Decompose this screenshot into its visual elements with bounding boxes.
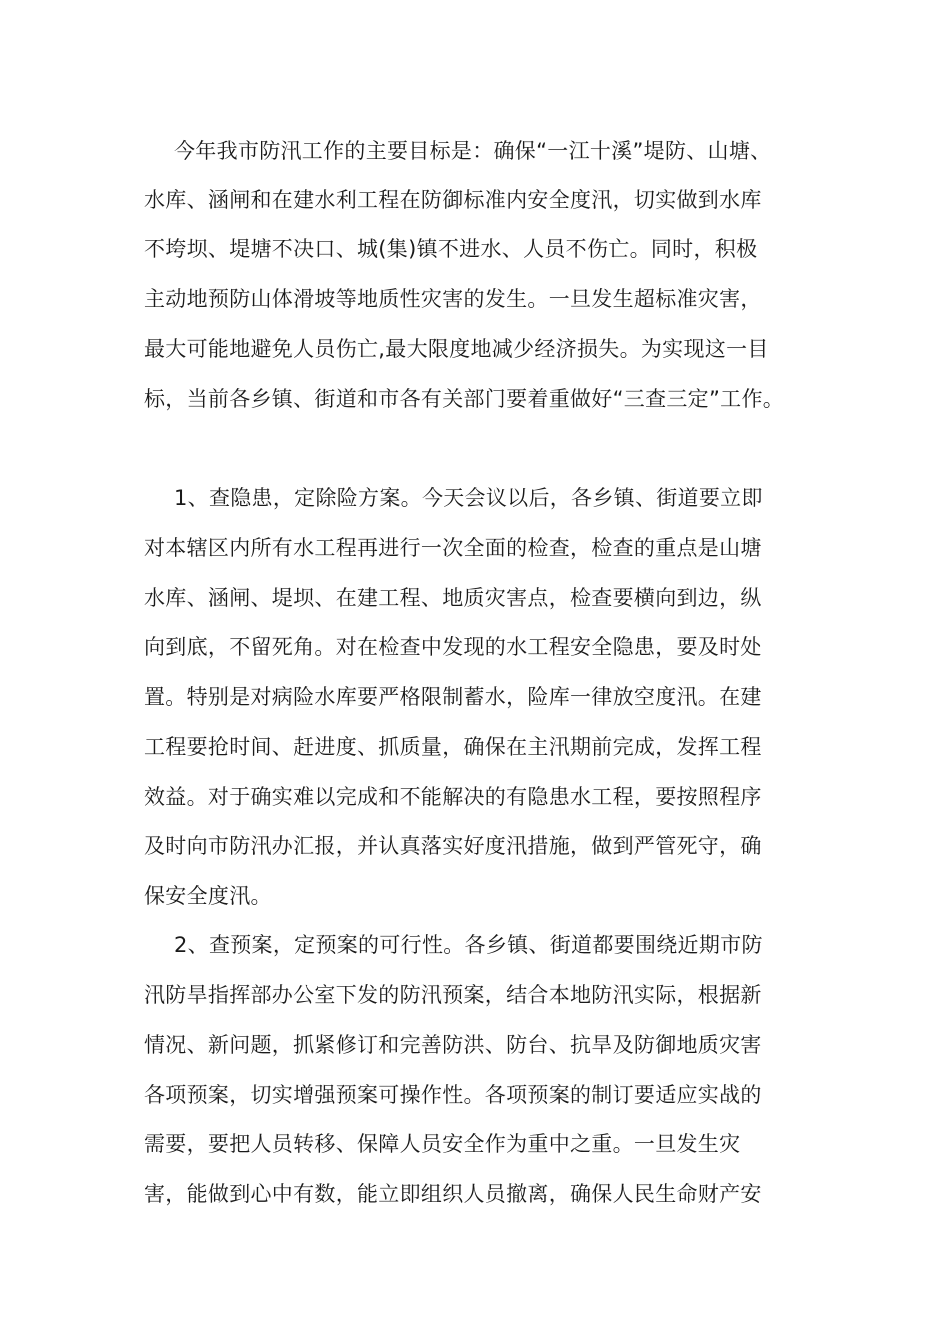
text-line: 向到底，不留死角。对在检查中发现的水工程安全隐患，要及时处	[144, 635, 762, 659]
text-line: 工程要抢时间、赶进度、抓质量，确保在主汛期前完成，发挥工程	[144, 735, 762, 759]
text-line: 保安全度汛。	[144, 884, 272, 908]
text-line: 最大可能地避免人员伤亡,最大限度地减少经济损失。为实现这一目	[144, 337, 769, 361]
text-line: 效益。对于确实难以完成和不能解决的有隐患水工程，要按照程序	[144, 785, 762, 809]
text-line: 水库、涵闸、堤坝、在建工程、地质灾害点，检查要横向到边，纵	[144, 586, 762, 610]
text-line: 情况、新问题，抓紧修订和完善防洪、防台、抗旱及防御地质灾害	[144, 1033, 762, 1057]
text-line: 1、查隐患，定除险方案。今天会议以后，各乡镇、街道要立即	[174, 486, 763, 510]
text-line: 今年我市防汛工作的主要目标是：确保“一江十溪”堤防、山塘、	[174, 139, 772, 163]
text-line: 需要，要把人员转移、保障人员安全作为重中之重。一旦发生灾	[144, 1132, 741, 1156]
text-line: 及时向市防汛办汇报，并认真落实好度汛措施，做到严管死守，确	[144, 834, 762, 858]
text-line: 主动地预防山体滑坡等地质性灾害的发生。一旦发生超标准灾害，	[144, 287, 762, 311]
text-line: 对本辖区内所有水工程再进行一次全面的检查，检查的重点是山塘	[144, 536, 762, 560]
text-line: 标，当前各乡镇、街道和市各有关部门要着重做好“三查三定”工作。	[144, 387, 785, 411]
text-line: 不垮坝、堤塘不决口、城(集)镇不进水、人员不伤亡。同时，积极	[144, 237, 758, 261]
text-line: 置。特别是对病险水库要严格限制蓄水，险库一律放空度汛。在建	[144, 685, 762, 709]
text-line: 各项预案，切实增强预案可操作性。各项预案的制订要适应实战的	[144, 1083, 762, 1107]
text-line: 害，能做到心中有数，能立即组织人员撤离，确保人民生命财产安	[144, 1182, 762, 1206]
text-line: 汛防旱指挥部办公室下发的防汛预案，结合本地防汛实际，根据新	[144, 983, 762, 1007]
text-line: 水库、涵闸和在建水利工程在防御标准内安全度汛，切实做到水库	[144, 188, 762, 212]
text-line: 2、查预案，定预案的可行性。各乡镇、街道都要围绕近期市防	[174, 933, 763, 957]
